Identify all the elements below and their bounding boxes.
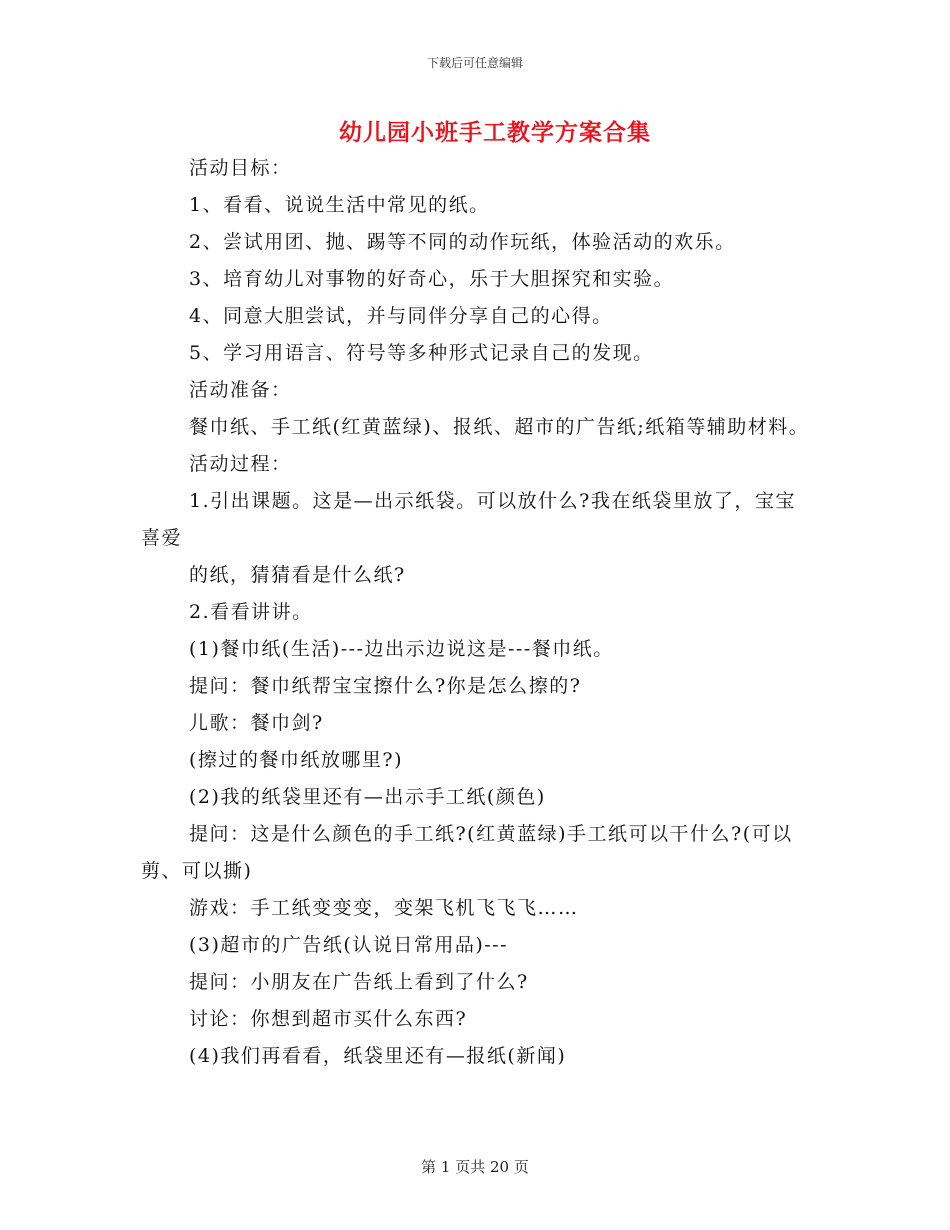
paragraph: 活动目标： [189, 157, 292, 179]
page-footer: 第 1 页共 20 页 [421, 1158, 529, 1176]
paragraph: 1、看看、说说生活中常见的纸。 [189, 194, 490, 216]
paragraph: (1)餐巾纸(生活)---边出示边说这是---餐巾纸。 [189, 638, 614, 660]
document-body [141, 150, 811, 1075]
paragraph: 2.看看讲讲。 [189, 601, 313, 623]
paragraph: 活动过程： [189, 453, 292, 475]
paragraph: (擦过的餐巾纸放哪里?) [189, 749, 404, 771]
paragraph: 1.引出课题。这是—出示纸袋。可以放什么?我在纸袋里放了，宝宝喜爱 [141, 490, 796, 549]
paragraph: 活动准备： [189, 379, 292, 401]
paragraph: (4)我们再看看，纸袋里还有—报纸(新闻) [189, 1045, 567, 1067]
paragraph: (2)我的纸袋里还有—出示手工纸(颜色) [189, 786, 546, 808]
paragraph: 提问：这是什么颜色的手工纸?(红黄蓝绿)手工纸可以干什么?(可以剪、可以撕) [141, 823, 793, 882]
paragraph: 提问：餐巾纸帮宝宝擦什么?你是怎么擦的? [189, 675, 582, 697]
paragraph: 3、培育幼儿对事物的好奇心，乐于大胆探究和实验。 [189, 268, 675, 290]
document-title: 幼儿园小班手工教学方案合集 [339, 119, 651, 146]
paragraph: 5、学习用语言、符号等多种形式记录自己的发现。 [189, 342, 654, 364]
paragraph: 提问：小朋友在广告纸上看到了什么? [189, 971, 529, 993]
paragraph: 游戏：手工纸变变变，变架飞机飞飞飞…… [189, 897, 579, 919]
header-note: 下载后可任意编辑 [426, 56, 523, 70]
paragraph: (3)超市的广告纸(认说日常用品)--- [189, 934, 508, 956]
paragraph: 的纸，猜猜看是什么纸? [189, 564, 406, 586]
paragraph: 2、尝试用团、抛、踢等不同的动作玩纸，体验活动的欢乐。 [189, 231, 736, 253]
paragraph: 讨论：你想到超市买什么东西? [189, 1008, 468, 1030]
paragraph: 儿歌：餐巾剑? [189, 712, 324, 734]
paragraph: 4、同意大胆尝试，并与同伴分享自己的心得。 [189, 305, 613, 327]
paragraph: 餐巾纸、手工纸(红黄蓝绿)、报纸、超市的广告纸;纸箱等辅助材料。 [189, 416, 810, 438]
